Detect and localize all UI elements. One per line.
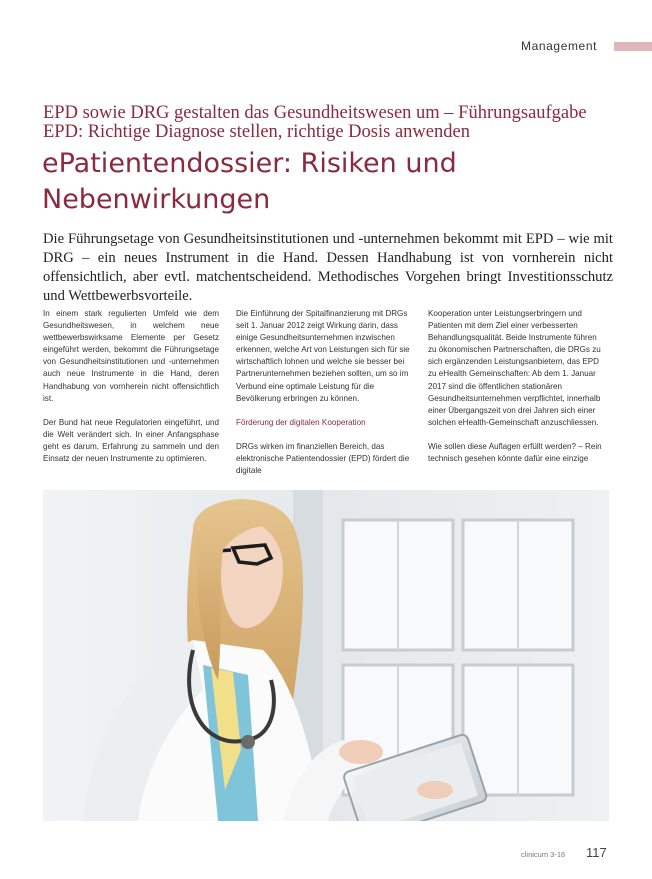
paragraph: Die Einführung der Spitalfinanzierung mit DRGs seit 1. Januar 2012 zeigt Wirkung darin, dass einige Gesundheitsunternehmen inzwischen erkennen, welche Art von Leistungen sich für sie wirtschaftlich lohnen und welche sie besser bei Partnerunternehmen beziehen sollten, um so im Verbund eine optimale Leistung für die Bevölkerung erbringen zu können. [236, 309, 410, 403]
paragraph: Kooperation unter Leistungserbringern und Patienten mit dem Ziel einer verbesserten Behandlungsqualität. Beide Instrumente führen zu ökonomischen Partnerschaften, die DRGs zu sich ergänzenden Leistungsanbietern, das EPD zu eHealth Gemeinschaften: Ab dem 1. Januar 2017 sind die öffentlichen stationären Gesundheitsunternehmen verpflichtet, innerhalb einer Übergangszeit von drei Jahren sich einer solchen eHealth-Gemeinschaft anzuschliessen. [428, 309, 601, 427]
headline-line-2: Nebenwirkungen [42, 184, 271, 215]
issue-label: clinicum 3-16 [521, 850, 566, 859]
paragraph: Der Bund hat neue Regulatorien eingeführt, und die Welt verändert sich. In einer Anfangsphase geht es darum, Erfahrung zu sammeln und den Einsatz der neuen Instrumente zu optimieren. [43, 417, 219, 464]
section-label: Management [521, 39, 598, 53]
paragraph: In einem stark regulierten Umfeld wie dem Gesundheitswesen, in welchem neue wettbewerbswirksame Elemente per Gesetz eingeführt werden, bekommt die Führungsetage von Gesundheitsinstitutionen und -unternehmen auch neue Instrumente in die Hand, deren Handhabung von vornherein nicht offensichtlich ist. [43, 309, 219, 403]
article-kicker: EPD sowie DRG gestalten das Gesundheitswesen um – Führungsaufgabe EPD: Richtige Diagnose stellen, richtige Dosis anwenden [43, 103, 587, 142]
body-column-3 [428, 308, 604, 477]
section-color-bar [614, 42, 652, 51]
body-column-1 [43, 308, 219, 477]
page-number: 117 [586, 845, 607, 860]
subheading: Förderung der digitalen Kooperation [236, 417, 366, 427]
doctor-with-tablet-illustration [43, 490, 609, 821]
headline-line-1: ePatientendossier: Risiken und [42, 148, 457, 179]
paragraph: DRGs wirken im finanziellen Bereich, das elektronische Patientendossier (EPD) fördert die digitale [236, 441, 410, 476]
article-headline [42, 146, 622, 218]
body-column-2 [236, 308, 412, 489]
paragraph: Wie sollen diese Auflagen erfüllt werden? – Rein technisch gesehen könnte dafür eine einzige [428, 441, 602, 464]
article-photo [43, 490, 609, 821]
article-lead: Die Führungsetage von Gesundheitsinstitutionen und -unternehmen bekommt mit EPD – wie mit DRG – ein neues Instrument in die Hand. Dessen Handhabung ist von vornherein nicht offensichtlich, aber evtl. matchentscheidend. Methodisches Vorgehen bringt Investitionsschutz und Wettbewerbsvorteile. [43, 231, 613, 304]
